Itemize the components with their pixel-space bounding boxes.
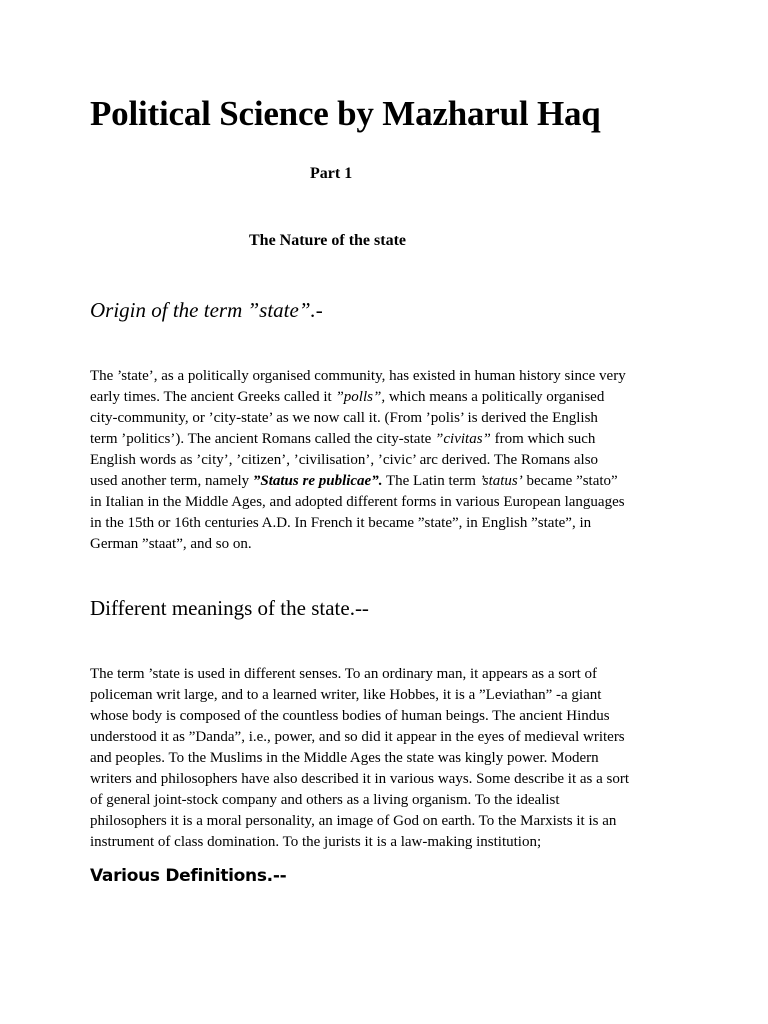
text-run: early times. The ancient Greeks called it <box>90 389 336 405</box>
paragraph-line <box>90 471 690 492</box>
paragraph-line: The ’state’, as a politically organised community, has existed in human history since very <box>90 368 626 384</box>
paragraph-line: English words as ’city’, ’citizen’, ’civilisation’, ’civic’ arc derived. The Romans also <box>90 452 599 468</box>
text-run: from which such <box>490 431 596 447</box>
paragraph-line: of general joint-stock company and others as a living organism. To the idealist <box>90 792 560 808</box>
text-run: term ’politics’). The ancient Romans called the city-state <box>90 431 436 447</box>
section-heading-origin: Origin of the term ”state”.- <box>90 298 323 322</box>
paragraph-line: writers and philosophers have also described it in various ways. Some describe it as a sort <box>90 771 630 787</box>
chapter-heading: The Nature of the state <box>249 232 407 249</box>
italic-term-civitas: ”civitas” <box>435 431 491 447</box>
paragraph-line: German ”staat”, and so on. <box>90 536 252 552</box>
paragraph-line: whose body is composed of the countless bodies of human beings. The ancient Hindus <box>90 708 610 724</box>
italic-term-polls: ”polls”, <box>335 389 386 405</box>
paragraph-line: and peoples. To the Muslims in the Middle Ages the state was kingly power. Modern <box>90 750 599 766</box>
section-heading-meanings: Different meanings of the state.-- <box>90 596 369 620</box>
paragraph-line: in Italian in the Middle Ages, and adopted different forms in various European languages <box>90 494 625 510</box>
section-heading-definitions: Various Definitions.-- <box>90 866 287 886</box>
paragraph-line <box>90 387 690 408</box>
paragraph-line: The term ’state is used in different senses. To an ordinary man, it appears as a sort of <box>90 666 598 682</box>
paragraph-meanings <box>90 664 690 853</box>
document-title: Political Science by Mazharul Haq <box>90 94 601 133</box>
text-run: became ”stato” <box>522 473 618 489</box>
text-run: used another term, namely <box>90 473 253 489</box>
paragraph-line: policeman writ large, and to a learned writer, like Hobbes, it is a ”Leviathan” -a giant <box>90 687 602 703</box>
text-run: The Latin term <box>382 473 480 489</box>
paragraph-line <box>90 429 690 450</box>
text-run: which means a politically organised <box>385 389 605 405</box>
paragraph-line: instrument of class domination. To the jurists it is a law-making institution; <box>90 834 542 850</box>
paragraph-line: understood it as ”Danda”, i.e., power, and so did it appear in the eyes of medieval writers <box>90 729 625 745</box>
part-heading: Part 1 <box>310 165 353 182</box>
italic-term-status-re-publicae: ”Status re publicae”. <box>252 473 383 489</box>
paragraph-line: city-community, or ’city-state’ as we now call it. (From ’polis’ is derived the English <box>90 410 598 426</box>
paragraph-line: in the 15th or 16th centuries A.D. In French it became ”state”, in English ”state”, in <box>90 515 592 531</box>
paragraph-line: philosophers it is a moral personality, an image of God on earth. To the Marxists it is an <box>90 813 617 829</box>
italic-term-status: ’status’ <box>479 473 523 489</box>
paragraph-origin <box>90 366 690 555</box>
